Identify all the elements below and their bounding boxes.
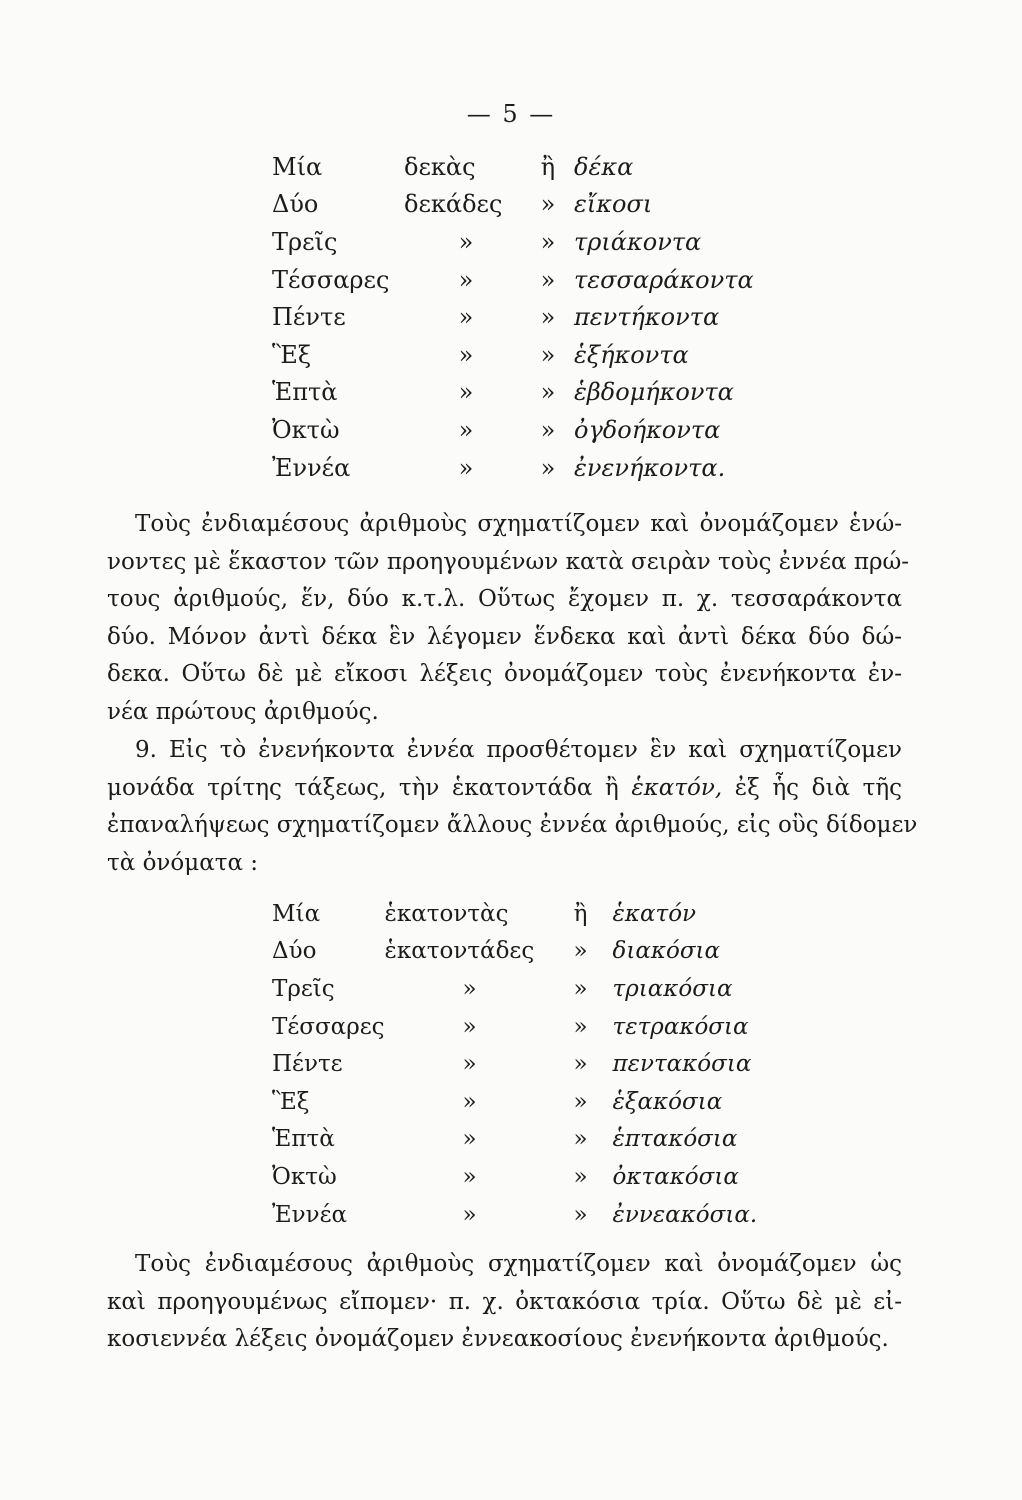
unit-name: ἑκατοντάδες bbox=[384, 938, 535, 965]
numeral-name: Ἐννέα bbox=[272, 453, 351, 482]
numeral-name: Ἑπτὰ bbox=[272, 378, 338, 407]
table-row bbox=[272, 1083, 757, 1121]
numeral-name: Δύο bbox=[272, 190, 319, 219]
number-word: εἴκοσι bbox=[574, 190, 653, 219]
numeral-name: Ἑπτὰ bbox=[272, 1126, 335, 1153]
number-word: τετρακόσια bbox=[612, 1013, 749, 1040]
numeral-name: Τρεῖς bbox=[272, 227, 338, 256]
number-word: ὀγδοήκοντα bbox=[574, 415, 721, 444]
table-row bbox=[272, 223, 754, 261]
table-row bbox=[272, 336, 754, 374]
or-mark: ἢ bbox=[540, 152, 556, 181]
text-fragment: ἐξ ἧς διὰ τῆς bbox=[734, 774, 902, 801]
numeral-name: Ὀκτὼ bbox=[272, 415, 340, 444]
text-fragment: Εἰς τὸ ἐνενήκοντα ἐννέα προσθέτομεν ἓν καὶ σχηματίζομεν bbox=[168, 737, 903, 763]
number-word: ἑκατόν bbox=[612, 900, 697, 927]
table-row bbox=[272, 895, 757, 933]
table-row bbox=[272, 970, 757, 1008]
numeral-name: Δύο bbox=[272, 938, 317, 965]
numeral-name: Ἐννέα bbox=[272, 1201, 348, 1228]
or-mark: » bbox=[540, 415, 556, 444]
term-hekaton: ἑκατόν, bbox=[631, 774, 723, 801]
paragraph-intermediate-hundreds bbox=[107, 1246, 902, 1359]
table-row bbox=[272, 1121, 757, 1159]
unit-name: δεκὰς bbox=[404, 152, 476, 181]
page-number: — 5 — bbox=[466, 100, 556, 128]
table-row bbox=[272, 148, 754, 186]
table-row bbox=[272, 411, 754, 449]
or-mark: » bbox=[573, 938, 588, 965]
number-word: τριακόσια bbox=[612, 975, 733, 1002]
table-row bbox=[272, 374, 754, 412]
unit-name: » bbox=[462, 1163, 477, 1190]
or-mark: » bbox=[540, 227, 556, 256]
table-row bbox=[272, 298, 754, 336]
number-word: ὀκτακόσια bbox=[612, 1163, 739, 1190]
numeral-name: Τρεῖς bbox=[272, 975, 335, 1002]
unit-name: δεκάδες bbox=[404, 190, 503, 219]
text-line: κοσιεννέα λέξεις ὀνομάζομεν ἐννεακοσίους ἐνενήκοντα ἀριθμούς. bbox=[107, 1326, 889, 1353]
or-mark: » bbox=[573, 1126, 588, 1153]
number-word: τριάκοντα bbox=[574, 227, 702, 256]
numeral-name: Ἓξ bbox=[272, 1088, 310, 1115]
numeral-name: Μία bbox=[272, 900, 321, 927]
text-line: Τοὺς ἐνδιαμέσους ἀριθμοὺς σχηματίζομεν καὶ ὀνομάζομεν ἑνώ- bbox=[135, 511, 902, 537]
unit-name: » bbox=[462, 1088, 477, 1115]
unit-name: » bbox=[458, 265, 474, 294]
number-word: δέκα bbox=[574, 152, 634, 181]
or-mark: » bbox=[573, 1051, 588, 1078]
section-number: 9. bbox=[135, 737, 157, 763]
number-word: ἑξακόσια bbox=[612, 1088, 723, 1115]
unit-name: ἑκατοντὰς bbox=[384, 900, 509, 927]
or-mark: » bbox=[540, 378, 556, 407]
or-mark: » bbox=[540, 265, 556, 294]
numeral-name: Τέσσαρες bbox=[272, 265, 390, 294]
number-word: πεντακόσια bbox=[612, 1051, 752, 1078]
text-line bbox=[107, 770, 902, 808]
number-word: ἐνενήκοντα. bbox=[574, 453, 726, 482]
unit-name: » bbox=[458, 378, 474, 407]
text-line: δεκα. Οὕτω δὲ μὲ εἴκοσι λέξεις ὀνομάζομεν τοὺς ἐνενήκοντα ἐν- bbox=[107, 661, 902, 688]
or-mark: » bbox=[573, 1088, 588, 1115]
numeral-name: Ἓξ bbox=[272, 340, 312, 369]
text-line: νέα πρώτους ἀριθμούς. bbox=[107, 698, 379, 725]
numeral-name: Πέντε bbox=[272, 303, 346, 332]
numeral-name: Μία bbox=[272, 152, 323, 181]
number-word: ἑβδομήκοντα bbox=[574, 378, 734, 407]
table-row bbox=[272, 261, 754, 299]
table-row bbox=[272, 1158, 757, 1196]
number-word: διακόσια bbox=[612, 938, 721, 965]
hundreds-table bbox=[272, 895, 757, 1233]
numeral-name: Πέντε bbox=[272, 1051, 343, 1078]
or-mark: » bbox=[573, 1201, 588, 1228]
or-mark: » bbox=[573, 975, 588, 1002]
or-mark: » bbox=[573, 1013, 588, 1040]
text-line: τους ἀριθμούς, ἕν, δύο κ.τ.λ. Οὕτως ἔχομεν π. χ. τεσσαράκοντα bbox=[107, 586, 902, 613]
unit-name: » bbox=[462, 1051, 477, 1078]
unit-name: » bbox=[458, 340, 474, 369]
text-line bbox=[107, 732, 902, 770]
text-fragment: μονάδα τρίτης τάξεως, τὴν ἑκατοντάδα ἢ bbox=[107, 774, 619, 801]
unit-name: » bbox=[458, 415, 474, 444]
text-line: νοντες μὲ ἕκαστον τῶν προηγουμένων κατὰ σειρὰν τοὺς ἐννέα πρώ- bbox=[107, 548, 909, 575]
number-word: ἑπτακόσια bbox=[612, 1126, 738, 1153]
unit-name: » bbox=[462, 1201, 477, 1228]
numeral-name: Ὀκτὼ bbox=[272, 1163, 337, 1190]
number-word: τεσσαράκοντα bbox=[574, 265, 754, 294]
table-row bbox=[272, 933, 757, 971]
text-line: τὰ ὀνόματα : bbox=[107, 849, 259, 876]
text-line: δύο. Μόνον ἀντὶ δέκα ἓν λέγομεν ἕνδεκα καὶ ἀντὶ δέκα δύο δώ- bbox=[107, 623, 902, 650]
number-word: ἐννεακόσια. bbox=[612, 1201, 758, 1228]
paragraph-section-9 bbox=[107, 732, 918, 882]
unit-name: » bbox=[458, 453, 474, 482]
table-row bbox=[272, 449, 754, 487]
or-mark: » bbox=[573, 1163, 588, 1190]
paragraph-intermediate-tens bbox=[107, 506, 909, 732]
unit-name: » bbox=[458, 303, 474, 332]
table-row bbox=[272, 1196, 757, 1234]
or-mark: ἢ bbox=[573, 900, 588, 927]
or-mark: » bbox=[540, 303, 556, 332]
unit-name: » bbox=[462, 975, 477, 1002]
or-mark: » bbox=[540, 340, 556, 369]
table-row bbox=[272, 186, 754, 224]
table-row bbox=[272, 1008, 757, 1046]
unit-name: » bbox=[458, 227, 474, 256]
or-mark: » bbox=[540, 190, 556, 219]
text-line: καὶ προηγουμένως εἴπομεν· π. χ. ὀκτακόσια τρία. Οὕτω δὲ μὲ εἰ- bbox=[107, 1288, 902, 1315]
numeral-name: Τέσσαρες bbox=[272, 1013, 385, 1040]
tens-table bbox=[272, 148, 754, 486]
unit-name: » bbox=[462, 1126, 477, 1153]
or-mark: » bbox=[540, 453, 556, 482]
unit-name: » bbox=[462, 1013, 477, 1040]
table-row bbox=[272, 1045, 757, 1083]
text-line: ἐπαναλήψεως σχηματίζομεν ἄλλους ἐννέα ἀριθμούς, εἰς οὓς δίδομεν bbox=[107, 812, 918, 839]
number-word: ἑξήκοντα bbox=[574, 340, 689, 369]
text-line: Τοὺς ἐνδιαμέσους ἀριθμοὺς σχηματίζομεν καὶ ὀνομάζομεν ὡς bbox=[135, 1251, 902, 1277]
number-word: πεντήκοντα bbox=[574, 303, 720, 332]
